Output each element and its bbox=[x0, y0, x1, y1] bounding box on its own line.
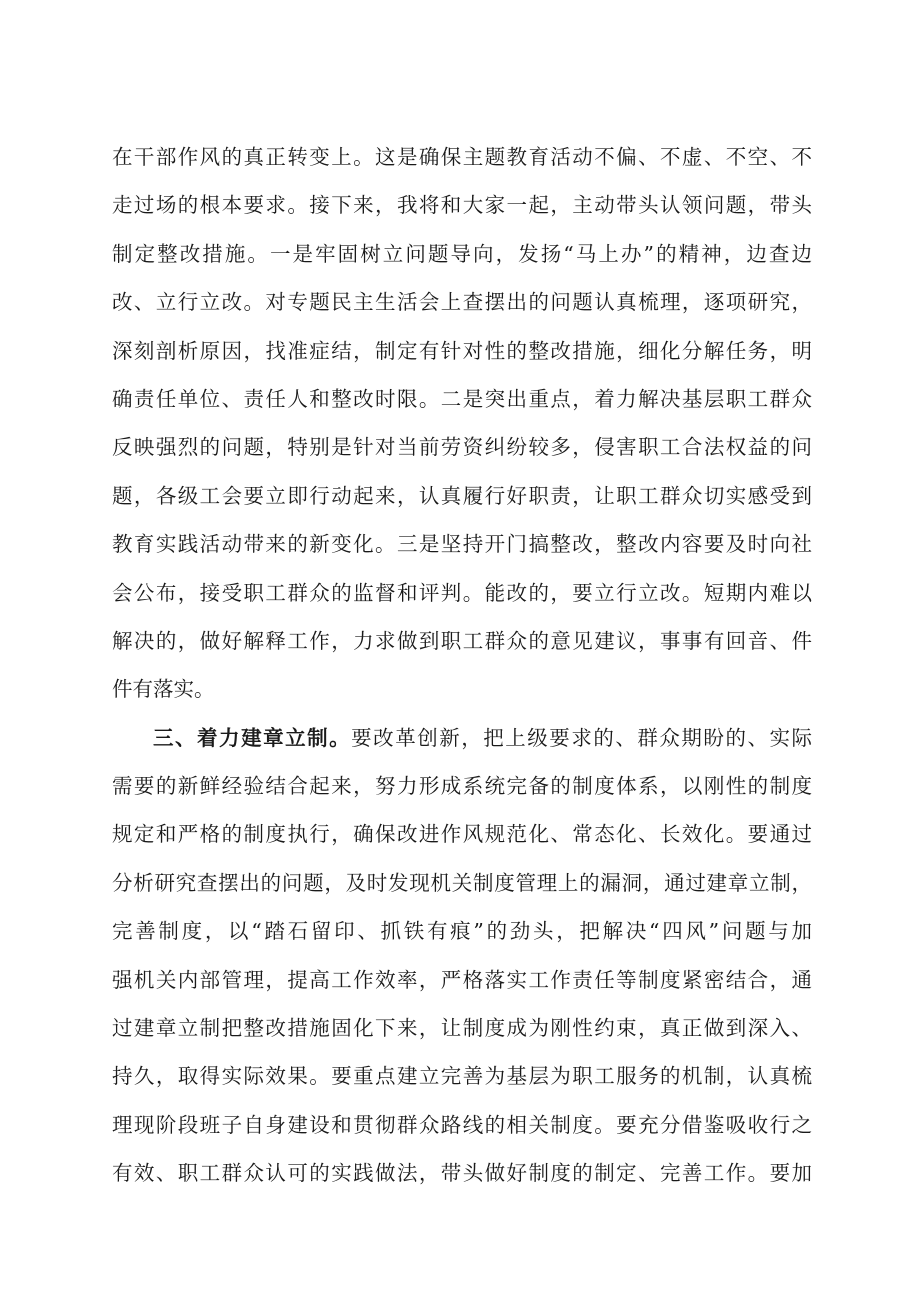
text-line: 强机关内部管理，提高工作效率，严格落实工作责任等制度紧密结合，通 bbox=[112, 967, 812, 992]
text-line: 分析研究查摆出的问题，及时发现机关制度管理上的漏洞，通过建章立制， bbox=[112, 870, 812, 895]
text-line: 改、立行立改。对专题民主生活会上查摆出的问题认真梳理，逐项研究， bbox=[112, 290, 812, 315]
text-line: 制定整改措施。一是牢固树立问题导向，发扬“马上办”的精神，边查边 bbox=[112, 241, 812, 266]
text-line: 有效、职工群众认可的实践做法，带头做好制度的制定、完善工作。要加 bbox=[112, 1161, 812, 1186]
text-line: 题，各级工会要立即行动起来，认真履行好职责，让职工群众切实感受到 bbox=[112, 483, 812, 508]
text-line: 在干部作风的真正转变上。这是确保主题教育活动不偏、不虚、不空、不 bbox=[112, 145, 812, 169]
document-body bbox=[112, 133, 812, 1198]
text-line: 会公布，接受职工群众的监督和评判。能改的，要立行立改。短期内难以 bbox=[112, 580, 812, 605]
paragraph-rectification bbox=[112, 133, 812, 714]
text-line: 教育实践活动带来的新变化。三是坚持开门搞整改，整改内容要及时向社 bbox=[112, 532, 812, 557]
text-line: 解决的，做好解释工作，力求做到职工群众的意见建议，事事有回音、件 bbox=[112, 628, 812, 653]
text-line: 持久，取得实际效果。要重点建立完善为基层为职工服务的机制，认真梳 bbox=[112, 1064, 812, 1089]
text-line: 走过场的根本要求。接下来，我将和大家一起，主动带头认领问题，带头 bbox=[112, 193, 812, 218]
text-line: 件有落实。 bbox=[112, 677, 215, 702]
text-line: 需要的新鲜经验结合起来，努力形成系统完备的制度体系，以刚性的制度 bbox=[112, 774, 812, 799]
section-first-line-text: 要改革创新，把上级要求的、群众期盼的、实际 bbox=[351, 725, 812, 750]
text-line: 理现阶段班子自身建设和贯彻群众路线的相关制度。要充分借鉴吸收行之 bbox=[112, 1112, 812, 1137]
paragraph-institution-building bbox=[112, 714, 812, 1198]
text-line: 反映强烈的问题，特别是针对当前劳资纠纷较多，侵害职工合法权益的问 bbox=[112, 435, 812, 460]
section-heading: 三、着力建章立制。 bbox=[153, 725, 352, 750]
text-line: 过建章立制把整改措施固化下来，让制度成为刚性约束，真正做到深入、 bbox=[112, 1016, 812, 1041]
text-line: 确责任单位、责任人和整改时限。二是突出重点，着力解决基层职工群众 bbox=[112, 386, 812, 411]
text-line: 完善制度，以“踏石留印、抓铁有痕”的劲头，把解决“四风”问题与加 bbox=[112, 919, 812, 944]
text-line: 规定和严格的制度执行，确保改进作风规范化、常态化、长效化。要通过 bbox=[112, 822, 812, 847]
section-first-line bbox=[112, 714, 812, 762]
text-line: 深刻剖析原因，找准症结，制定有针对性的整改措施，细化分解任务，明 bbox=[112, 338, 812, 363]
